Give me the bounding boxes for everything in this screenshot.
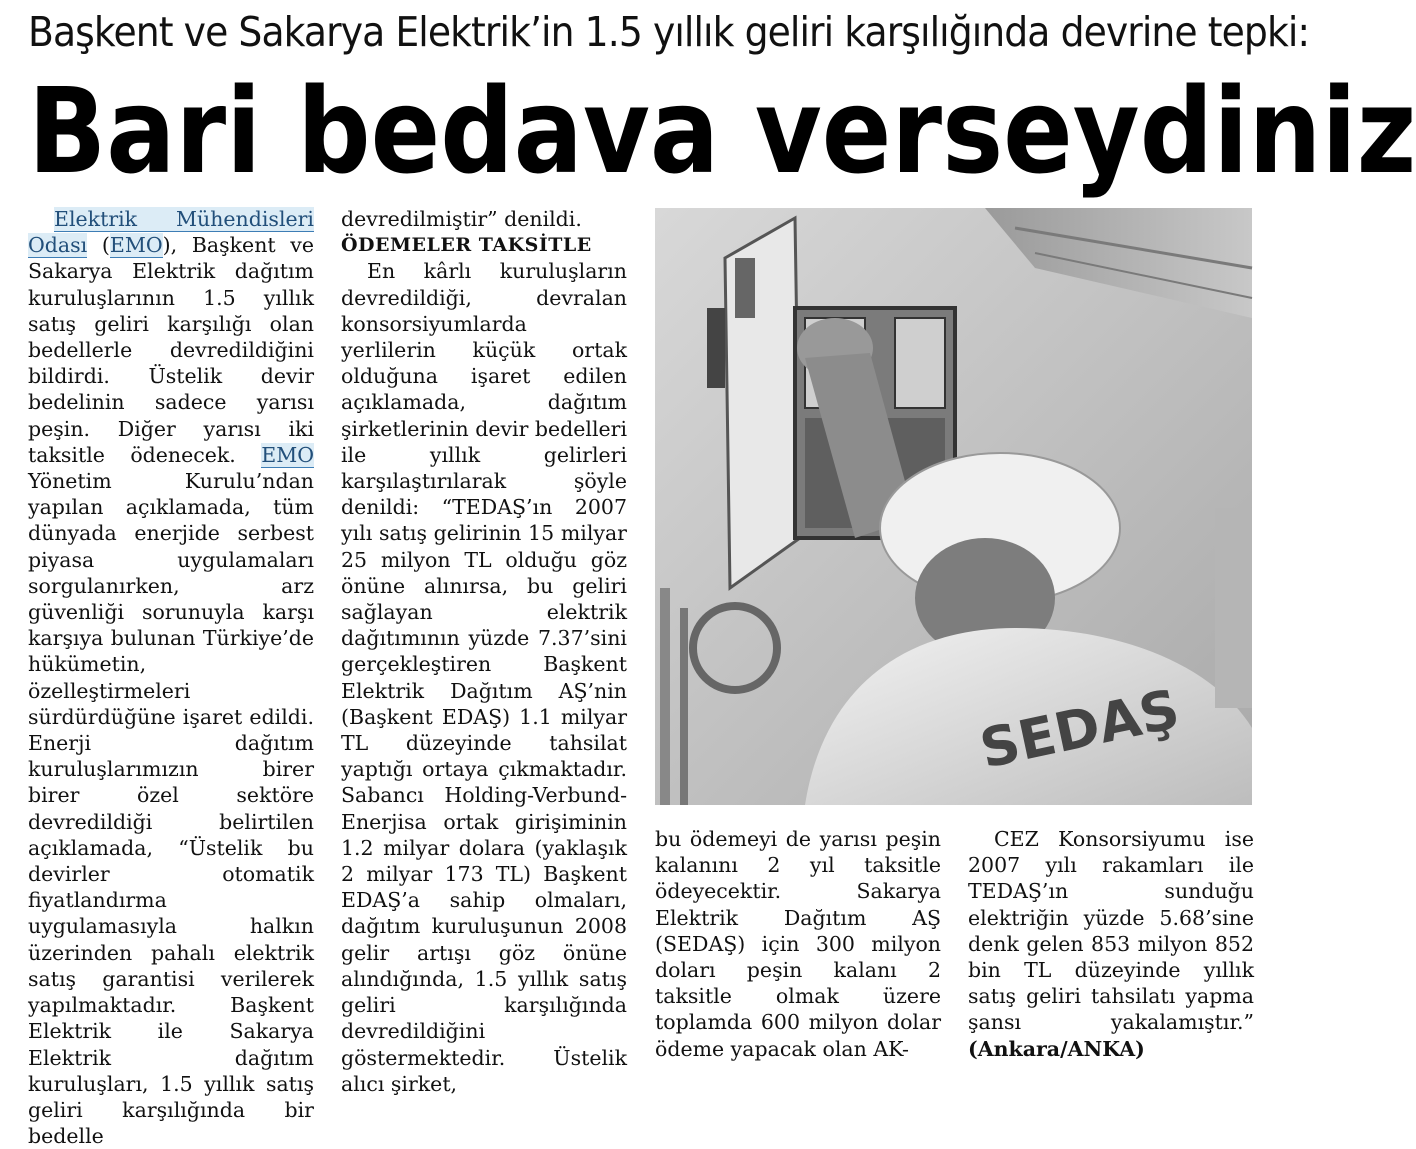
headline: Bari bedava verseydiniz xyxy=(28,62,1416,200)
news-agency-credit: (Ankara/ANKA) xyxy=(968,1036,1145,1061)
article-column-4 xyxy=(968,826,1254,1062)
col1-text-c: Yönetim Kurulu’ndan yapılan açıklamada, tüm dünyada enerjide serbest piyasa uygulamaları sorgulanırken, arz güvenliği sorunuyla karşı karşıya bulunan Türkiye’de hükümetin, özelleştirmeleri sürdürdüğüne işaret edildi. Enerji dağıtım kuruluşlarımızın birer birer özel sektöre devredildiği belirtilen açıklamada, “Üstelik bu devirler otomatik fiyatlandırma uygulamasıyla halkın üzerinden pahalı elektrik satış garantisi verilerek yapılmaktadır. Başkent Elektrik ile Sakarya Elektrik dağıtım kuruluşları, 1.5 yıllık satış geliri karşılığında bir bedelle xyxy=(28,469,314,1149)
col3-paragraph: bu ödemeyi de yarısı peşin kalanını 2 yıl taksitle ödeyecektir. Sakarya Elektrik Dağıtım AŞ (SEDAŞ) için 300 milyon doları peşin kalanı 2 taksitle olmak üzere toplamda 600 milyon dolar ödeme yapacak olan AK- xyxy=(655,827,941,1061)
article-column-1 xyxy=(28,206,314,1149)
col2-continuation: devredilmiştir” denildi. xyxy=(341,207,582,231)
kicker-subtitle: Başkent ve Sakarya Elektrik’in 1.5 yıllık geliri karşılığında devrine tepki: xyxy=(28,8,1310,56)
col4-paragraph: CEZ Konsorsiyumu ise 2007 yılı rakamları ile TEDAŞ’ın sunduğu elektriğin yüzde 5.68’sine denk gelen 853 milyon 852 bin TL düzeyinde yıllık satış geliri tahsilatı yapma şansı yakalamıştır.” xyxy=(968,827,1254,1035)
article-column-3 xyxy=(655,826,941,1062)
emo-full-name-highlight: Elektrik Mühendisleri Odası xyxy=(28,207,314,258)
emo-abbr-highlight: EMO xyxy=(109,233,163,258)
vest-logo-text: SEDAŞ xyxy=(974,677,1185,781)
photo-illustration xyxy=(655,208,1252,805)
col1-text-a: ( xyxy=(87,233,110,258)
col2-paragraph: En kârlı kuruluşların devredildiği, devralan konsorsiyumlarda yerlilerin küçük ortak olduğuna işaret edilen açıklamada, dağıtım şirketlerinin devir bedelleri ile yıllık gelirleri karşılaştırılarak şöyle denildi: “TEDAŞ’ın 2007 yılı satış gelirinin 15 milyar 25 milyon TL olduğu göz önüne alınırsa, bu geliri sağlayan elektrik dağıtımının yüzde 7.37’sini gerçekleştiren Başkent Elektrik Dağıtım AŞ’nin (Başkent EDAŞ) 1.1 milyar TL düzeyinde tahsilat yaptığı ortaya çıkmaktadır. Sabancı Holding-Verbund-Enerjisa ortak girişiminin 1.2 milyar dolara (yaklaşık 2 milyar 173 TL) Başkent EDAŞ’a sahip olmaları, dağıtım kuruluşunun 2008 gelir artışı göz önüne alındığında, 1.5 yıllık satış geliri karşılığında devredildiğini göstermektedir. Üstelik alıcı şirket, xyxy=(341,259,628,1096)
article-photo xyxy=(655,208,1252,805)
article-column-2 xyxy=(341,206,627,1097)
emo-abbr-highlight-2: EMO xyxy=(261,442,314,467)
col1-text-b: ), Başkent ve Sakarya Elektrik dağıtım kuruluşlarının 1.5 yıllık satış geliri karşılığı olan bedellerle devredildiğini bildirdi. Üstelik devir bedelinin sadece yarısı peşin. Diğer yarısı iki taksitle ödenecek. xyxy=(28,233,314,467)
section-subhead: ÖDEMELER TAKSİTLE xyxy=(341,234,592,257)
